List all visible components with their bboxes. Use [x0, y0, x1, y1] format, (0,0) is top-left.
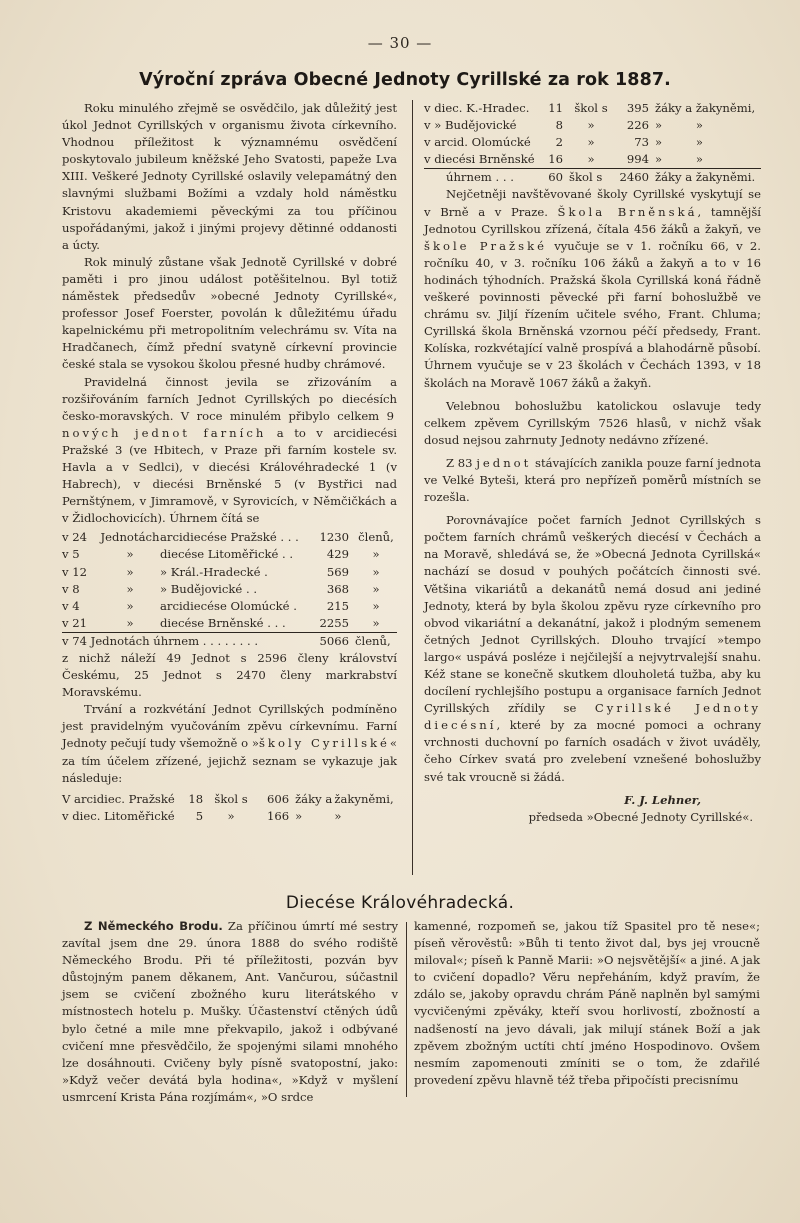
- row-diocese: diecése Litoměřické . .: [160, 547, 294, 562]
- row-unit: žáky a: [295, 791, 333, 806]
- row-unit: »: [695, 118, 703, 133]
- text-run: Trvání a rozkvétání Jednot Cyrillských podmíněno jest pravidelným vyučováním zpěvu církevnímu. Farní Jednoty pečují tudy všemožně o »: [62, 702, 397, 751]
- total-value: 5066: [315, 632, 355, 650]
- spaced-emphasis: školy Cyrillské: [258, 736, 390, 751]
- row-diocese: arcidiecése Olomúcké .: [160, 598, 297, 613]
- column-divider: [412, 100, 413, 875]
- total-unit: členů,: [355, 632, 397, 650]
- column-divider: [406, 922, 407, 1097]
- text-run: « za tím účelem zřízené, jejichž seznam se vykazuje jak následuje:: [62, 736, 397, 785]
- row-ditto: »: [126, 598, 134, 613]
- members-row: [62, 529, 397, 546]
- total-schools: 60: [541, 169, 569, 187]
- row-prefix: v 8: [62, 581, 80, 596]
- row-ditto: »: [126, 615, 134, 630]
- spaced-emphasis: škole Pražské: [424, 238, 547, 253]
- row-schools: 18: [188, 791, 204, 806]
- row-unit: »: [372, 547, 380, 562]
- row-unit: »: [334, 808, 342, 823]
- report-right-column: [424, 100, 761, 826]
- row-pupils: 166: [266, 808, 290, 823]
- members-row: [62, 581, 397, 598]
- row-prefix: v 12: [62, 564, 87, 579]
- row-pupils: 73: [634, 135, 649, 150]
- spaced-emphasis: Škola Brněnská: [557, 204, 698, 219]
- schools-row: [424, 100, 761, 117]
- row-diocese: arcidiecése Pražské . . .: [160, 530, 299, 545]
- text-run: Nejčetněji navštěvované školy Cyrillské vyskytují se v Brně a v Praze.: [424, 187, 761, 219]
- row-schools: 11: [548, 101, 563, 115]
- paragraph: Velebnou bohoslužbu katolickou oslavuje tedy celkem zpěvem Cyrillským 7526 hlasů, v nichž však dosud nejsou zahrnuty Jednoty nedávno zřízené.: [424, 398, 761, 447]
- row-diocese: v diec. Litoměřické: [62, 808, 175, 823]
- signature-name: F. J. Lehner,: [624, 792, 701, 807]
- row-unit: »: [655, 152, 663, 167]
- row-unit: »: [355, 615, 397, 633]
- total-label: úhrnem . . .: [424, 169, 541, 187]
- total-unit: žáky a žakyněmi.: [655, 169, 761, 187]
- paragraph: [424, 455, 761, 506]
- row-unit: »: [655, 135, 663, 150]
- row-members: 215: [326, 598, 349, 613]
- schools-table-part2: [424, 100, 761, 186]
- row-prefix: v 5: [62, 547, 80, 562]
- text-run: , které by za mocné pomoci a ochrany vrchnosti duchovní po farních osadách v život uváděly, čeho Církev svatá pro zvelebení vznešené bohoslužby své tak vroucně si žádá.: [424, 718, 761, 784]
- paragraph: [62, 918, 398, 1106]
- members-row: [62, 598, 397, 615]
- row-unit: členů,: [358, 530, 394, 545]
- spaced-emphasis: 9 nových jednot farních: [62, 408, 397, 440]
- row-s: »: [587, 135, 595, 150]
- row-diocese: v arcid. Olomúcké: [424, 135, 531, 150]
- row-pupils: 395: [626, 101, 649, 115]
- row-members: 1230: [319, 530, 349, 545]
- members-total-row: [62, 632, 397, 650]
- schools-row: [424, 117, 761, 134]
- section-left-column: [62, 918, 398, 1106]
- row-unit: »: [695, 135, 703, 150]
- members-row: [62, 615, 397, 633]
- members-table: [62, 529, 397, 650]
- row-unit: »: [372, 564, 380, 579]
- signature-role: předseda »Obecné Jednoty Cyrillské«.: [528, 809, 753, 824]
- row-ditto: »: [126, 581, 134, 596]
- report-left-column: [62, 100, 397, 825]
- members-row: [62, 564, 397, 581]
- text-run: Z 83: [446, 455, 477, 470]
- row-unit: »: [372, 581, 380, 596]
- row-unit: žáky a: [655, 101, 693, 115]
- text-run: stávajících zanikla pouze farní jednota ve Velké Byteši, která pro nepřízeň poměrů místních se rozešla.: [424, 455, 761, 505]
- row-ditto: »: [126, 547, 134, 562]
- row-diocese: v diecési Brněnské: [424, 152, 535, 167]
- schools-row: [424, 151, 761, 169]
- spaced-emphasis: jednot: [476, 455, 532, 470]
- text-run: Porovnávajíce počet farních Jednot Cyrillských s počtem farních chrámů veškerých diecésí v Čechách a na Moravě, shledává se, že »Obecná Jednota Cyrillská« nachází se dosud v pouhých počátcích činnosti své. Většina vikariátů a dekanátů nemá dosud ani jediné Jednoty, která by byla školou zpěvu ryze církevního pro obvod vikariátní a dekanátní, jakož i plodným semenem četných Jednot Cyrillských. Dlouho trvající »tempo largo« uspává posléze i nejčilejší a nejvytrvalejší snahu. Kéž stane se konečně skutkem dlouholetá tužba, aby ku docílení rychlejšího postupu a organisace farních Jednot Cyrillských zřídily se: [424, 513, 761, 716]
- row-members: 2255: [315, 615, 355, 633]
- row-prefix: v 4: [62, 598, 80, 613]
- schools-row: [62, 791, 397, 808]
- spaced-emphasis: Cyrillské Jednoty diecésní: [424, 701, 762, 733]
- row-ditto: Jednotách: [100, 530, 160, 545]
- row-diocese: V arcidiec. Pražské: [62, 791, 175, 806]
- row-diocese: diecése Brněnské . . .: [160, 615, 286, 630]
- place-lead: Z Německého Brodu.: [84, 919, 223, 933]
- row-s: »: [587, 152, 595, 167]
- report-title: Výroční zpráva Obecné Jednoty Cyrillské za rok 1887.: [139, 70, 671, 90]
- row-s: škol s: [574, 101, 608, 115]
- row-s: škol s: [214, 791, 248, 806]
- row-s: »: [587, 118, 595, 133]
- row-unit: žakyněmi,: [695, 101, 756, 115]
- section-right-column: [414, 918, 760, 1089]
- schools-row: [424, 134, 761, 151]
- text-run: vyučuje se v 1. ročníku 66, v 2. ročníku 40, v 3. ročníku 106 žáků a žakyň a to v 16 hodinách týhodních. Pražská škola Cyrillská koná řádně veškeré povinnosti pěvecké při farní bohoslužbě ve chrámu sv. Jiljí řízením učitele svého, Frant. Chluma; Cyrillská škola Brněnská vzornou péčí předsedy, Frant. Kolíska, rozkvétající valně prospívá a blahodárně působí. Úhrnem vyučuje se v 23 školách v Čechách 1393, v 18 školách na Moravě 1067 žáků a žakyň.: [424, 238, 761, 390]
- row-schools: 8: [555, 118, 563, 133]
- row-schools: 16: [541, 151, 569, 169]
- row-schools: 5: [195, 808, 204, 823]
- row-diocese: » Budějovické . .: [160, 581, 258, 596]
- row-unit: žakyněmi,: [334, 791, 394, 806]
- total-label: v 74 Jednotách úhrnem . . . . . . . .: [62, 632, 315, 650]
- row-diocese: » Král.-Hradecké .: [160, 564, 268, 579]
- row-schools: 2: [555, 135, 563, 150]
- paragraph: Roku minulého zřejmě se osvědčilo, jak důležitý jest úkol Jednot Cyrillských v organismu života církevního. Vhodnou příležitost k významnému osvědčení poskytovalo jubileum kněžské Jeho Svatosti, papeže Lva XIII. Veškeré Jednoty Cyrillské oslavily velepamátný den slavnými službami Božími a vzdaly hold náměstku Kristovu akademiemi pěveckými za tou příčinou uspořádanými, jakož i jinými projevy dětinné oddanosti a úcty.: [62, 101, 397, 252]
- text-run: Pravidelná činnost jevila se zřizováním a rozšiřováním farních Jednot Cyrillských po diecésích česko-moravských. V roce minulém přibylo celkem: [62, 374, 397, 423]
- row-pupils: 994: [613, 151, 655, 169]
- schools-total-row: [424, 169, 761, 187]
- paragraph: z nichž náleží 49 Jednot s 2596 členy království Českému, 25 Jednot s 2470 členy markrabství Moravskému.: [62, 651, 397, 700]
- text-run: , tamnější Jednotou Cyrillskou zřízená, čítala 456 žáků a žakyň, ve: [424, 204, 761, 236]
- row-members: 569: [326, 564, 349, 579]
- paragraph: [424, 186, 761, 391]
- row-unit: »: [695, 152, 703, 167]
- row-unit: »: [372, 598, 380, 613]
- row-diocese: v » Budějovické: [424, 118, 517, 133]
- row-members: 429: [326, 547, 349, 562]
- text-run: a to v arcidiecési Pražské 3 (ve Hbitech, v Praze při farním kostele sv. Havla a v Sedlci), v diecési Královéhradecké 1 (v Habrech), v diecési Brněnské 5 (v Bystřici nad Pernštýnem, v Jimramově, v Syrovicích, v Němčičkách a v Židlochovicích). Úhrnem čítá se: [62, 425, 397, 526]
- row-pupils: 226: [626, 118, 649, 133]
- row-prefix: v 21: [62, 615, 100, 633]
- paragraph: Rok minulý zůstane však Jednotě Cyrillské v dobré paměti i pro jinou událost potěšitelnou. Byl totiž náměstek předsedův »obecné Jednoty Cyrillské«, professor Josef Foerster, povolán k důležitému úřadu kapelnickému při metropolitním velechrámu sv. Víta na Hradčanech, čímž přední svatyně církevní provincie české stala se vysokou školou přesné hudby chrámové.: [62, 254, 397, 372]
- row-members: 368: [326, 581, 349, 596]
- paragraph: kamenné, rozpomeň se, jakou tíž Spasitel pro tě nese«; píseň věrověstů: »Bůh ti tento život dal, bys jej vroucně miloval«; píseň k Panně Marii: »O nejsvětější« a jiné. A jak to cvičení dopadlo? Věru nepřeháním, když pravím, že zdálo se, jakoby opravdu chrám Páně naplněn byl samými vycvičenými zpěváky, kteří svou horlivostí, zbožností a nadšeností na jevo dávali, jak milují stánek Boží a jak zpěvem zbožným uctíti chtí jméno Hospodinovo. Ovšem nesmím zapomenouti zmíniti se o tom, že zdařilé provedení zpěvu hlavně též třeba připočísti precisnímu: [414, 919, 760, 1087]
- row-prefix: v 24: [62, 530, 87, 545]
- section-heading: Diecése Královéhradecká.: [285, 893, 515, 913]
- row-s: »: [227, 808, 235, 823]
- row-pupils: 606: [266, 791, 290, 806]
- row-unit: »: [655, 118, 663, 133]
- row-ditto: »: [126, 564, 134, 579]
- schools-row: [62, 808, 397, 825]
- schools-table-part1: [62, 791, 397, 825]
- total-s: škol s: [569, 169, 613, 187]
- total-pupils: 2460: [613, 169, 655, 187]
- paragraph: [62, 374, 397, 528]
- members-row: [62, 546, 397, 563]
- text-run: Za příčinou úmrtí mé sestry zavítal jsem dne 29. února 1888 do svého rodiště Německého Brodu. Při té příležitosti, pozván byv důstojným panem děkanem, Ant. Vančurou, súčastnil jsem se cvičení zbožného kuru literátského v místnostech hotelu p. Mušky. Účastenství ctěných údů bylo četné a mile mne překvapilo, jakož i odbývané cvičení mne přesvědčilo, že spojenými silami mnohého lze dosáhnouti. Cvičeny byly písně svatopostní, jako: »Když večer devátá byla hodina«, »Když v myšlení usmrcení Krista Pána rozjímám«, »O srdce: [62, 919, 398, 1104]
- paragraph: [62, 701, 397, 786]
- row-unit: »: [295, 808, 303, 823]
- page-number: — 30 —: [367, 34, 433, 52]
- paragraph: [424, 512, 761, 786]
- row-diocese: v diec. K.-Hradec.: [424, 101, 530, 115]
